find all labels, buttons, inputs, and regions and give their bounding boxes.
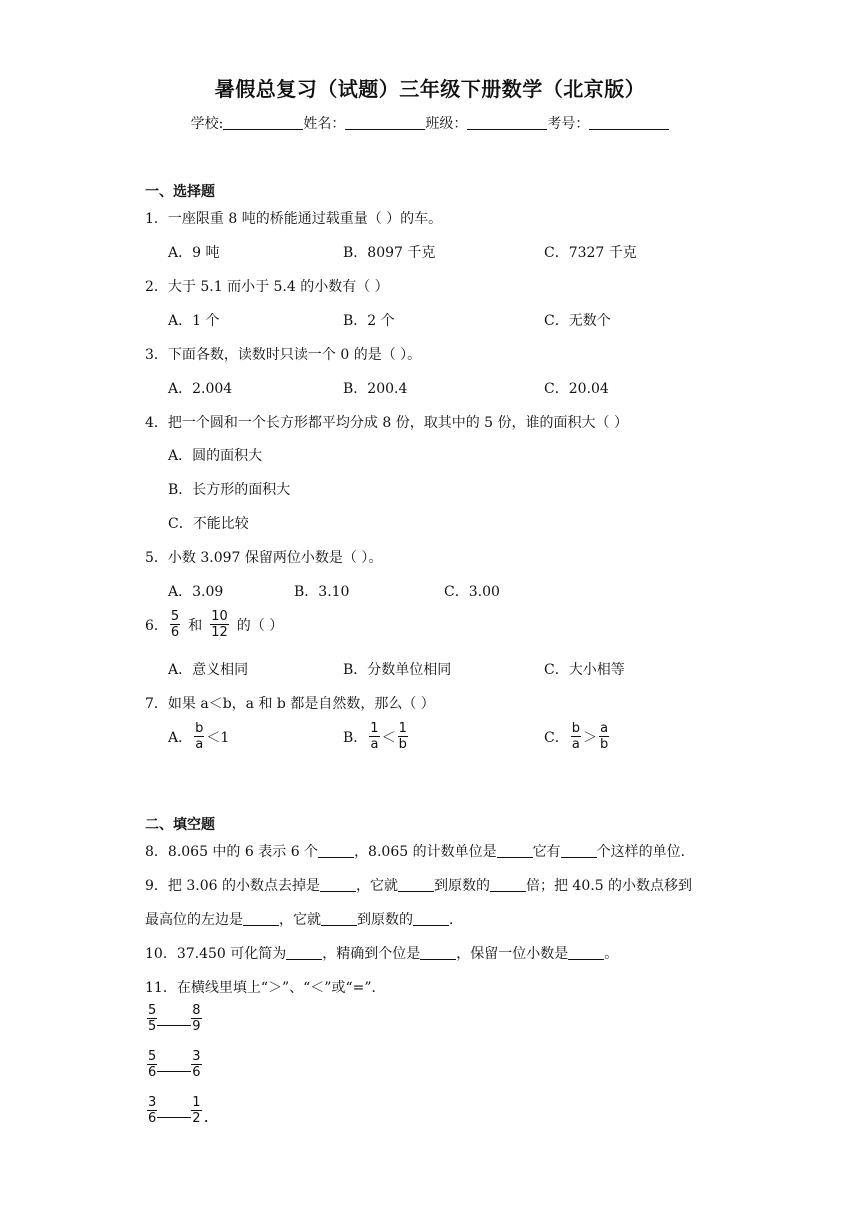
question-2: 2．大于 5.1 而小于 5.4 的小数有（ ） xyxy=(145,279,389,295)
q11-row-2 xyxy=(145,1049,204,1080)
q3-option-c[interactable]: C．20.04 xyxy=(544,381,609,397)
q2-option-b[interactable]: B．2 个 xyxy=(343,313,395,329)
q7b-fraction-2: $\frac{1}{b}$ xyxy=(398,721,407,752)
section-choice-heading: 一、选择题 xyxy=(145,184,215,200)
q6-and: 和 xyxy=(188,617,203,634)
name-blank[interactable] xyxy=(345,115,425,130)
q10-blank-2[interactable] xyxy=(420,946,456,960)
q11-row3-left-fraction: $\frac{3}{6}$ xyxy=(148,1095,157,1126)
q6-option-c[interactable]: C．大小相等 xyxy=(544,662,625,678)
q11-row1-blank[interactable] xyxy=(157,1025,191,1026)
q9-blank-4[interactable] xyxy=(243,912,279,926)
section-fill-heading: 二、填空题 xyxy=(145,817,215,833)
question-7: 7．如果 a＜b，a 和 b 都是自然数，那么（ ） xyxy=(145,696,435,712)
q10-blank-3[interactable] xyxy=(568,946,604,960)
q6-number: 6． xyxy=(145,617,168,634)
q10-blank-1[interactable] xyxy=(286,946,322,960)
q7-option-a[interactable]: A． $\frac{b}{a}$ ＜1 xyxy=(168,721,230,752)
q5-option-b[interactable]: B．3.10 xyxy=(294,584,350,600)
q7-option-b[interactable]: B． $\frac{1}{a}$ ＜ $\frac{1}{b}$ xyxy=(343,721,407,752)
q7c-fraction-1: $\frac{b}{a}$ xyxy=(571,721,580,752)
name-label: 姓名： xyxy=(303,116,346,132)
question-11: 11．在横线里填上“＞”、“＜”或“=”． xyxy=(145,980,386,996)
q7b-fraction-1: $\frac{1}{a}$ xyxy=(370,721,379,752)
q11-row-1 xyxy=(145,1003,204,1034)
q3-option-a[interactable]: A．2.004 xyxy=(168,381,233,397)
page-title: 暑假总复习（试题）三年级下册数学（北京版） xyxy=(214,77,646,101)
q6-fraction-1: $\frac{5}{6}$ xyxy=(170,609,180,640)
q11-row-3: $\frac{3}{6}$ $\frac{1}{2}$ . xyxy=(148,1095,209,1126)
q11-row1-right-fraction: $\frac{8}{9}$ xyxy=(192,1003,201,1034)
q7-option-c[interactable]: C． $\frac{b}{a}$ ＞ $\frac{a}{b}$ xyxy=(544,721,609,752)
exam-number-label: 考号： xyxy=(547,116,590,132)
q11-row1-left-fraction: $\frac{5}{5}$ xyxy=(148,1003,157,1034)
exam-number-blank[interactable] xyxy=(589,115,669,130)
q8-blank-3[interactable] xyxy=(561,844,597,858)
q5-option-c[interactable]: C．3.00 xyxy=(444,584,500,600)
q8-blank-2[interactable] xyxy=(497,844,533,858)
q11-row2-left-fraction: $\frac{5}{6}$ xyxy=(148,1049,157,1080)
q4-option-a[interactable]: A．圆的面积大 xyxy=(168,448,263,464)
q7a-fraction: $\frac{b}{a}$ xyxy=(195,721,204,752)
class-blank[interactable] xyxy=(467,115,547,130)
question-3: 3．下面各数，读数时只读一个 0 的是（ ）。 xyxy=(145,347,422,363)
q6-fraction-2: $\frac{10}{12}$ xyxy=(211,609,228,640)
question-1: 1．一座限重 8 吨的桥能通过载重量（ ）的车。 xyxy=(145,211,443,227)
q9-blank-3[interactable] xyxy=(490,878,526,892)
school-label: 学校: xyxy=(190,116,224,132)
q6-option-b[interactable]: B．分数单位相同 xyxy=(343,662,452,678)
q2-option-a[interactable]: A．1 个 xyxy=(168,313,220,329)
q11-row3-right-fraction: $\frac{1}{2}$ xyxy=(192,1095,201,1126)
question-10: 10．37.450 可化简为 ，精确到个位是 ，保留一位小数是 。 xyxy=(145,946,619,962)
question-6 xyxy=(145,609,283,640)
q9-blank-1[interactable] xyxy=(320,878,356,892)
question-4: 4．把一个圆和一个长方形都平均分成 8 份，取其中的 5 份，谁的面积大（ ） xyxy=(145,415,628,431)
q4-option-c[interactable]: C．不能比较 xyxy=(168,516,249,532)
q1-option-b[interactable]: B．8097 千克 xyxy=(343,245,436,261)
q9-blank-2[interactable] xyxy=(398,878,434,892)
q3-option-b[interactable]: B．200.4 xyxy=(343,381,408,397)
question-8: 8．8.065 中的 6 表示 6 个 ，8.065 的计数单位是 它有 个这样的单位． xyxy=(145,844,695,860)
class-label: 班级： xyxy=(425,116,468,132)
q4-option-b[interactable]: B．长方形的面积大 xyxy=(168,482,291,498)
q9-blank-6[interactable] xyxy=(413,912,449,926)
question-5: 5．小数 3.097 保留两位小数是（ ）。 xyxy=(145,550,383,566)
q6-tail: 的（ ） xyxy=(236,617,284,634)
q8-blank-1[interactable] xyxy=(318,844,354,858)
q1-option-c[interactable]: C．7327 千克 xyxy=(544,245,637,261)
q11-row2-right-fraction: $\frac{3}{6}$ xyxy=(192,1049,201,1080)
q11-row3-blank[interactable] xyxy=(157,1117,191,1118)
question-9-line-2: 最高位的左边是 ，它就 到原数的 ． xyxy=(145,912,463,928)
q5-option-a[interactable]: A．3.09 xyxy=(168,584,224,600)
q9-blank-5[interactable] xyxy=(321,912,357,926)
q1-option-a[interactable]: A．9 吨 xyxy=(168,245,220,261)
student-info-line xyxy=(0,113,860,133)
school-blank[interactable] xyxy=(223,115,303,130)
q2-option-c[interactable]: C．无数个 xyxy=(544,313,611,329)
q7c-fraction-2: $\frac{a}{b}$ xyxy=(599,721,609,752)
question-9: 9．把 3.06 的小数点去掉是 ，它就 到原数的 倍；把 40.5 的小数点移到 xyxy=(145,878,693,894)
q11-row2-blank[interactable] xyxy=(157,1071,191,1072)
q6-option-a[interactable]: A．意义相同 xyxy=(168,662,249,678)
